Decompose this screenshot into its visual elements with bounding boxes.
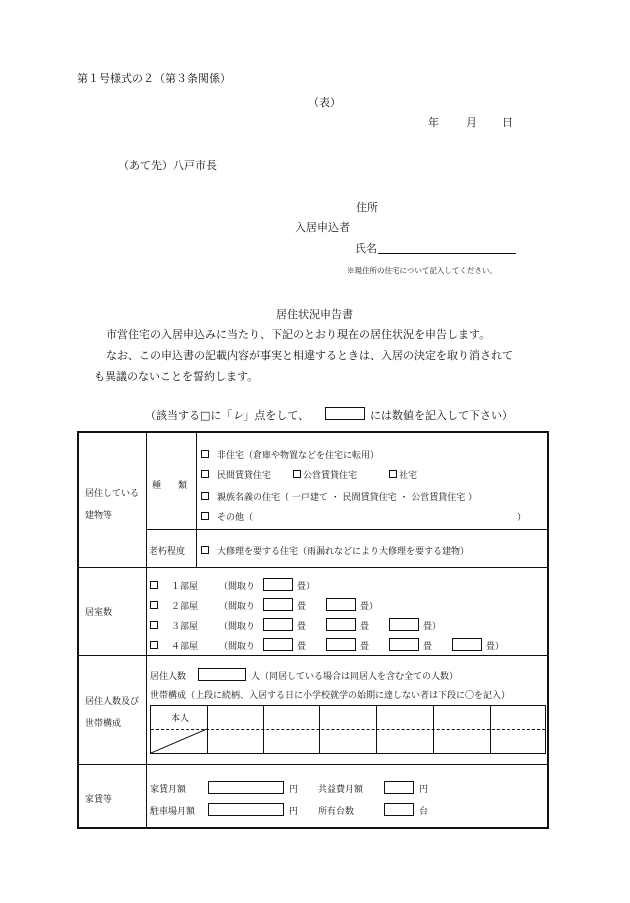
checkbox-rooms-3[interactable] (150, 621, 158, 629)
rooms-2-madori: （間取り (219, 602, 256, 612)
rooms-2-jo-input-2[interactable] (326, 598, 356, 611)
rent-label: 家賃等 (85, 795, 113, 805)
date-day: 日 (502, 116, 513, 129)
checkbox-rooms-4[interactable] (150, 641, 158, 649)
resident-count-note: 人（同居している場合は同居人を含む全ての人数） (251, 672, 459, 682)
form-side: （表） (308, 96, 341, 109)
option-private-rental: 民間賃貸住宅 (217, 471, 272, 481)
rooms-4-jo-input-3[interactable] (389, 638, 419, 651)
rooms-3-jo-input-3[interactable] (389, 618, 419, 631)
name-label: 氏名 (355, 242, 377, 255)
instruction-end: には数値を記入して下さい） (370, 409, 513, 422)
rooms-4-jo-input-2[interactable] (326, 638, 356, 651)
address-label: 住所 (356, 201, 378, 214)
type-label-b: 類 (178, 481, 188, 491)
checkbox-rooms-1[interactable] (150, 581, 158, 589)
applicant-label: 入居申込者 (295, 221, 350, 234)
rooms-4-madori: （間取り (219, 642, 256, 652)
rooms-4-jo-3: 畳 (423, 642, 433, 652)
rooms-3-label: ３部屋 (171, 622, 199, 632)
option-relative-owned: 親族名義の住宅（ 一戸建て ・ 民間賃貸住宅 ・ 公営賃貸住宅 ） (217, 493, 478, 503)
common-fee-label: 共益費月額 (318, 785, 364, 795)
checkbox-relative-owned[interactable] (201, 492, 209, 500)
option-other: その他（ (217, 513, 254, 523)
rooms-4-jo-2: 畳 (360, 642, 370, 652)
checkbox-non-residential[interactable] (201, 450, 209, 458)
rooms-4-label: ４部屋 (171, 642, 199, 652)
document-title: 居住状況申告書 (276, 308, 353, 321)
resident-count-input[interactable] (198, 668, 246, 681)
common-fee-unit: 円 (419, 785, 429, 795)
building-label-2: 建物等 (85, 511, 113, 521)
date-month: 月 (466, 116, 477, 129)
rooms-2-jo-1: 畳 (297, 602, 307, 612)
rooms-1-jo-input-1[interactable] (263, 578, 293, 591)
residence-form-table (77, 431, 549, 829)
car-count-input[interactable] (384, 803, 414, 816)
rooms-1-madori: （間取り (219, 582, 256, 592)
parking-fee-unit: 円 (289, 807, 299, 817)
option-company-housing: 社宅 (399, 471, 418, 481)
declaration-para1: 市営住宅の入居申込みに当たり、下記のとおり現在の居住状況を申告します。 (106, 328, 491, 341)
instruction-sample-box (325, 407, 365, 420)
rooms-3-jo-close: 畳） (423, 622, 442, 632)
rooms-4-jo-1: 畳 (297, 642, 307, 652)
rooms-label: 居室数 (85, 608, 113, 618)
rooms-2-label: ２部屋 (171, 602, 199, 612)
monthly-rent-label: 家賃月額 (150, 785, 187, 795)
household-composition-grid (150, 705, 546, 754)
checkbox-other[interactable] (201, 512, 209, 520)
instruction-start: （該当する□に「レ」点をして、 (145, 409, 310, 422)
rooms-1-label: １部屋 (171, 582, 199, 592)
rooms-3-jo-2: 畳 (360, 622, 370, 632)
option-major-repair: 大修理を要する住宅（雨漏れなどにより大修理を要する建物） (217, 547, 470, 557)
household-label-1: 居住人数及び (85, 697, 140, 707)
form-number: 第１号様式の２（第３条関係） (77, 72, 231, 85)
option-non-residential: 非住宅（倉庫や物置などを住宅に転用） (217, 451, 380, 461)
address-note: ※現住所の住宅について記入してください。 (347, 266, 497, 275)
rooms-3-madori: （間取り (219, 622, 256, 632)
type-label-a: 種 (152, 481, 162, 491)
parking-fee-input[interactable] (208, 803, 284, 816)
rooms-4-jo-input-1[interactable] (263, 638, 293, 651)
household-label-2: 世帯構成 (85, 719, 122, 729)
parking-fee-label: 駐車場月額 (150, 807, 196, 817)
checkbox-private-rental[interactable] (201, 470, 209, 478)
monthly-rent-unit: 円 (289, 785, 299, 795)
monthly-rent-input[interactable] (208, 781, 284, 794)
household-composition-label: 世帯構成（上段に続柄、入居する日に小学校就学の始期に達しない者は下段に〇を記入） (150, 691, 511, 701)
option-other-close: ） (517, 513, 527, 523)
rooms-4-jo-input-4[interactable] (452, 638, 482, 651)
checkbox-major-repair[interactable] (201, 546, 209, 554)
checkbox-public-rental[interactable] (293, 470, 301, 478)
checkbox-company-housing[interactable] (389, 470, 397, 478)
rooms-3-jo-input-1[interactable] (263, 618, 293, 631)
declaration-para2a: なお、この申込書の記載内容が事実と相違するときは、入居の決定を取り消されて (106, 349, 513, 362)
checkbox-rooms-2[interactable] (150, 601, 158, 609)
resident-count-label: 居住人数 (150, 672, 187, 682)
option-public-rental: 公営賃貸住宅 (303, 471, 358, 481)
car-count-label: 所有台数 (318, 807, 355, 817)
common-fee-input[interactable] (384, 781, 414, 794)
rooms-3-jo-input-2[interactable] (326, 618, 356, 631)
addressee: （あて先）八戸市長 (118, 159, 217, 172)
declaration-para2b: も異議のないことを誓約します。 (94, 370, 259, 383)
date-year: 年 (428, 116, 439, 129)
rooms-1-jo-close: 畳） (297, 582, 316, 592)
car-count-unit: 台 (419, 807, 429, 817)
rooms-2-jo-input-1[interactable] (263, 598, 293, 611)
rooms-3-jo-1: 畳 (297, 622, 307, 632)
name-signature-line[interactable] (378, 253, 516, 254)
rooms-4-jo-close: 畳） (486, 642, 505, 652)
age-label: 老朽程度 (149, 547, 186, 557)
building-label-1: 居住している (85, 489, 140, 499)
self-label: 本人 (171, 714, 190, 724)
rooms-2-jo-close: 畳） (360, 602, 379, 612)
